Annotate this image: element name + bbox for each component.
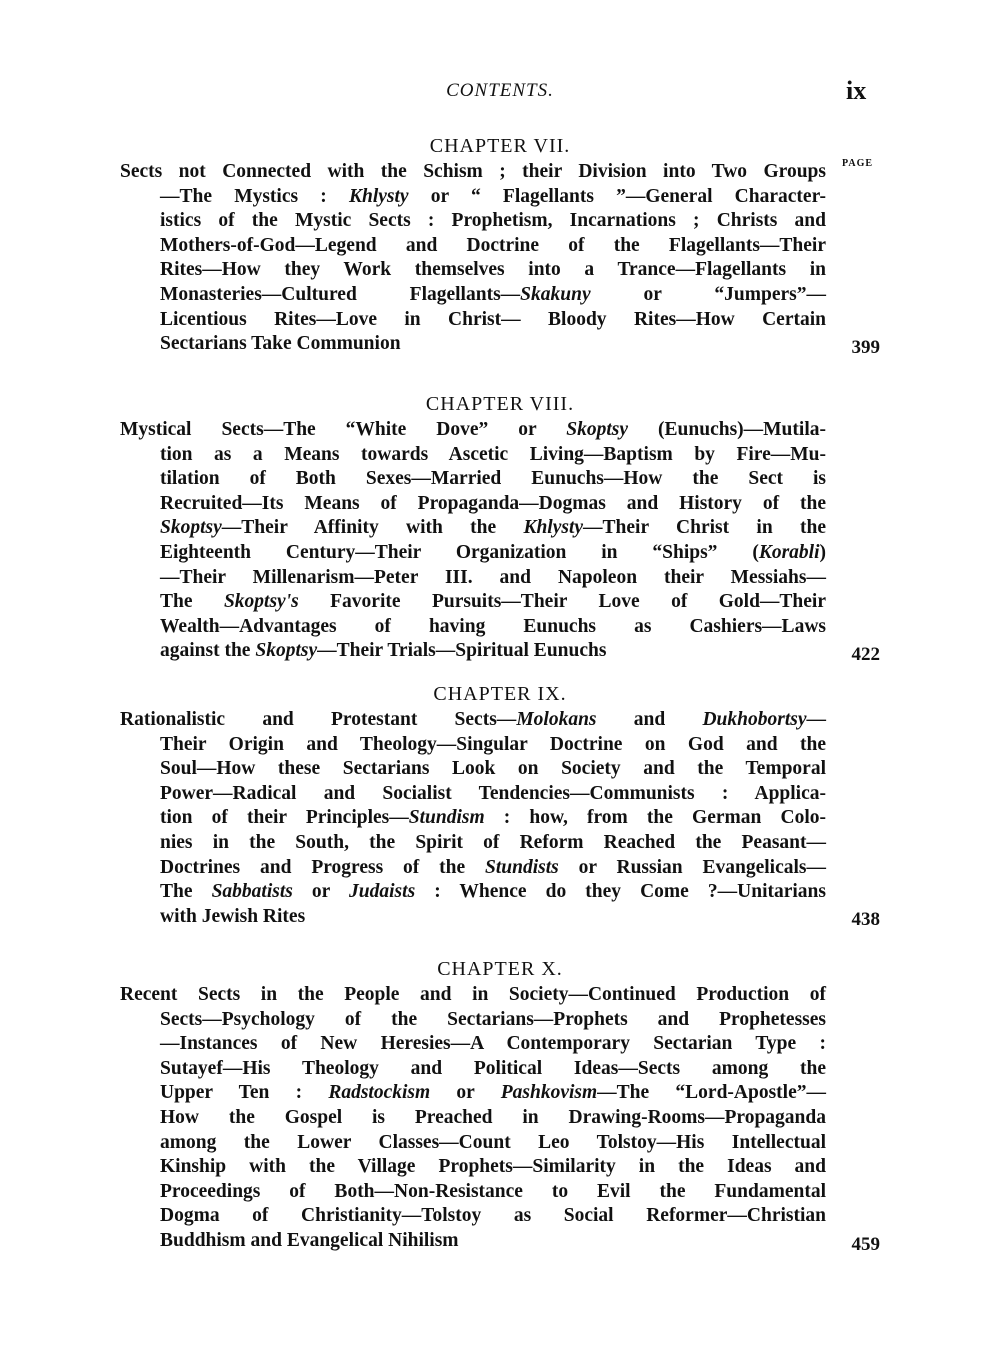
text-run: tion of their Principles— [160,807,409,829]
text-run: Rites—How they Work themselves into a Trance—Flagellants in [160,259,826,281]
text-run: or “Jumpers”— [590,283,826,305]
summary-line [160,541,826,566]
italic-term: Sabbatists [211,881,293,903]
summary-line [160,1180,826,1205]
summary-line [160,782,826,807]
text-run: istics of the Mystic Sects : Prophetism, Incarnations ; Christs and [160,210,826,232]
chapter-viii [120,390,880,664]
summary-line [160,831,826,856]
italic-term: Skakuny [520,283,591,305]
summary-line [160,332,826,357]
text-run: —Instances of New Heresies—A Contemporary Sectarian Type : [160,1033,826,1055]
folio-number: ix [846,76,867,105]
text-run: Recruited—Its Means of Propaganda—Dogmas and History of the [160,492,826,514]
text-run: —Their Christ in the [583,517,826,539]
text-run: tilation of Both Sexes—Married Eunuchs—How the Sect is [160,468,826,490]
text-run: ) [819,541,826,563]
summary-line [160,1057,826,1082]
text-run: —Their Affinity with the [221,517,524,539]
text-run: (Eunuchs)—Mutila- [628,419,826,440]
summary-line [160,615,826,640]
summary-line [160,1032,826,1057]
summary-line [160,806,826,831]
text-run: Soul—How these Sectarians Look on Society and the Temporal [160,758,826,780]
summary-line [160,1008,826,1033]
summary-line [160,1229,826,1254]
chapter-summary [120,708,880,929]
text-run: : Whence do they Come ?—Unitarians [415,881,826,903]
text-run: Their Origin and Theology—Singular Doctrine on God and the [160,733,826,755]
text-run: Sects—Psychology of the Sectarians—Prophets and Prophetesses [160,1008,826,1030]
summary-line [160,590,826,615]
summary-line [160,1131,826,1156]
summary-line [160,492,826,517]
summary-line [160,1081,826,1106]
summary-line [160,185,826,210]
text-run: —The “Lord-Apostle”— [597,1082,826,1104]
italic-term: Skoptsy [566,419,629,440]
text-run: Recent Sects in the People and in Society—Continued Production of [120,984,826,1005]
summary-line [120,983,826,1008]
chapter-vii [120,132,880,357]
summary-line [160,1106,826,1131]
chapter-heading: CHAPTER IX. [433,683,567,705]
text-run: — [806,709,826,730]
text-run: Mystical Sects—The “White Dove” or [120,419,567,440]
summary-line [160,283,826,308]
text-run: among the Lower Classes—Count Leo Tolstoy—His Intellectual [160,1131,826,1153]
summary-line [160,880,826,905]
summary-line [160,443,826,468]
summary-line [160,516,826,541]
text-run: and [596,709,703,730]
text-run: Favorite Pursuits—Their Love of Gold—Their [298,591,826,613]
italic-term: Pashkovism [500,1082,598,1104]
summary-line [160,1155,826,1180]
italic-term: Stundism [408,807,485,829]
summary-line [160,308,826,333]
text-run: or Russian Evangelicals— [558,856,826,878]
text-run: Sects not Connected with the Schism ; their Division into Two Groups [120,161,826,182]
chapter-x [120,955,880,1254]
text-run: Dogma of Christianity—Tolstoy as Social Reformer—Christian [160,1205,826,1227]
summary-line [120,160,826,185]
text-run: or [292,881,350,903]
italic-term: Skoptsy [255,640,318,662]
chapter-ix [120,680,880,929]
summary-line [160,856,826,881]
text-run: Sectarians Take Communion [160,333,401,355]
text-run: The [160,881,212,903]
italic-term: Khlysty [348,185,409,207]
page-number: 459 [851,1233,880,1255]
text-run: —Their Trials—Spiritual Eunuchs [317,640,607,662]
summary-line [160,467,826,492]
text-run: How the Gospel is Preached in Drawing-Rooms—Propaganda [160,1106,826,1128]
text-run: Monasteries—Cultured Flagellants— [160,283,521,305]
italic-term: Radstockism [328,1082,431,1104]
text-run: Kinship with the Village Prophets—Similarity in the Ideas and [160,1156,826,1178]
text-run: Rationalistic and Protestant Sects— [120,709,517,730]
italic-term: Khlysty [523,517,584,539]
text-run: Proceedings of Both—Non-Resistance to Evil the Fundamental [160,1180,826,1202]
text-run: or “ Flagellants ”—General Character- [408,185,826,207]
summary-line [160,905,826,930]
summary-line [120,708,826,733]
page-number: 438 [851,909,880,931]
text-run: Power—Radical and Socialist Tendencies—Communists : Applica- [160,782,826,804]
chapter-heading: CHAPTER VIII. [425,393,575,415]
running-title: CONTENTS. [446,80,554,101]
chapter-summary [120,418,880,664]
text-run: or [430,1082,501,1104]
text-run: —Their Millenarism—Peter III. and Napoleon their Messiahs— [160,566,826,588]
italic-term: Molokans [516,709,597,730]
text-run: Doctrines and Progress of the [160,856,485,878]
summary-line [160,258,826,283]
summary-line [160,209,826,234]
summary-line [160,1204,826,1229]
text-run: Mothers-of-God—Legend and Doctrine of the Flagellants—Their [160,234,826,256]
summary-line [120,418,826,443]
italic-term: Skoptsy [160,517,222,539]
text-run: Eighteenth Century—Their Organization in “Ships” ( [160,541,759,563]
summary-line [160,234,826,259]
page-number: 422 [851,643,880,665]
italic-term: Skoptsy's [223,591,299,613]
chapter-heading: CHAPTER VII. [429,135,571,157]
chapter-heading: CHAPTER X. [437,958,563,980]
summary-line [160,733,826,758]
text-run: with Jewish Rites [160,905,306,927]
running-head [0,76,1000,110]
italic-term: Stundists [485,856,559,878]
page-number: 399 [851,336,880,358]
text-run: Sutayef—His Theology and Political Ideas—Sects among the [160,1057,826,1079]
summary-line [160,566,826,591]
chapter-summary [120,160,880,357]
text-run: Wealth—Advantages of having Eunuchs as Cashiers—Laws [160,615,826,637]
text-run: : how, from the German Colo- [484,807,826,829]
italic-term: Judaists [349,881,416,903]
page-column-label: PAGE [842,158,874,169]
text-run: Licentious Rites—Love in Christ— Bloody Rites—How Certain [160,308,826,330]
text-run: against the [160,640,256,662]
text-run: Buddhism and Evangelical Nihilism [160,1229,459,1251]
italic-term: Korabli [758,541,820,563]
text-run: Upper Ten : [160,1082,329,1104]
text-run: The [160,591,224,613]
text-run: —The Mystics : [160,185,349,207]
italic-term: Dukhobortsy [702,709,807,730]
text-run: tion as a Means towards Ascetic Living—Baptism by Fire—Mu- [160,443,826,465]
chapter-summary [120,983,880,1254]
summary-line [160,757,826,782]
text-run: nies in the South, the Spirit of Reform Reached the Peasant— [160,831,826,853]
summary-line [160,639,826,664]
